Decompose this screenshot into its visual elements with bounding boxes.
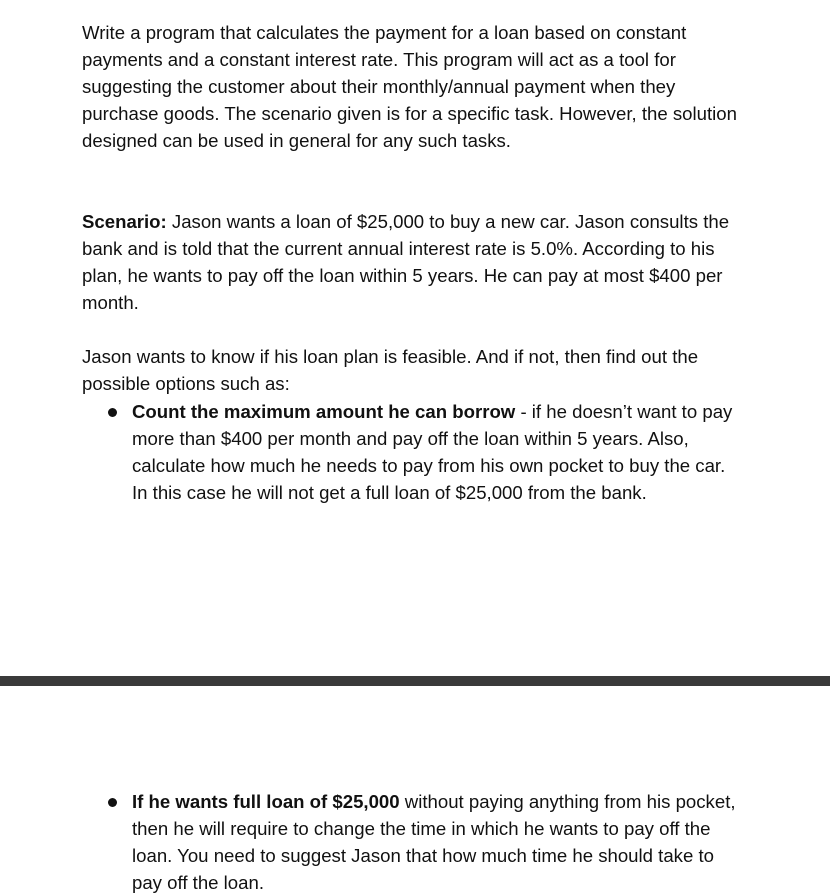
option-text: without paying anything from his pocket, then he will require to change the time in which he wants to pay off the loan. You need to suggest Jason that how much time he should take to pay off the loan.: [132, 791, 736, 893]
document-page-2: [0, 686, 830, 893]
scenario-label: Scenario:: [82, 211, 167, 232]
bullet-icon: [108, 408, 117, 417]
scenario-paragraph: [82, 208, 742, 316]
intro-paragraph: Write a program that calculates the payment for a loan based on constant payments and a constant interest rate. This program will act as a tool for suggesting the customer about their monthly/annual payment when they purchase goods. The scenario given is for a specific task. However, the solution designed can be used in general for any such tasks.: [82, 22, 737, 151]
option-bold-text: If he wants full loan of $25,000: [132, 791, 400, 812]
option-item-full-loan: [132, 788, 742, 896]
feasibility-paragraph: Jason wants to know if his loan plan is feasible. And if not, then find out the possible options such as:: [82, 346, 699, 394]
option-bold-text: Count the maximum amount he can borrow: [132, 401, 516, 422]
option-item-max-borrow: [132, 398, 742, 506]
page-separator: [0, 676, 830, 686]
scenario-text: Jason wants a loan of $25,000 to buy a new car. Jason consults the bank and is told that the current annual interest rate is 5.0%. According to his plan, he wants to pay off the loan within 5 years. He can pay at most $400 per month.: [82, 211, 730, 313]
option-text: - if he doesn’t want to pay more than $400 per month and pay off the loan within 5 years. Also, calculate how much he needs to pay from his own pocket to buy the car. In this case he will not get a full loan of $25,000 from the bank.: [132, 401, 733, 503]
bullet-icon: [108, 798, 117, 807]
